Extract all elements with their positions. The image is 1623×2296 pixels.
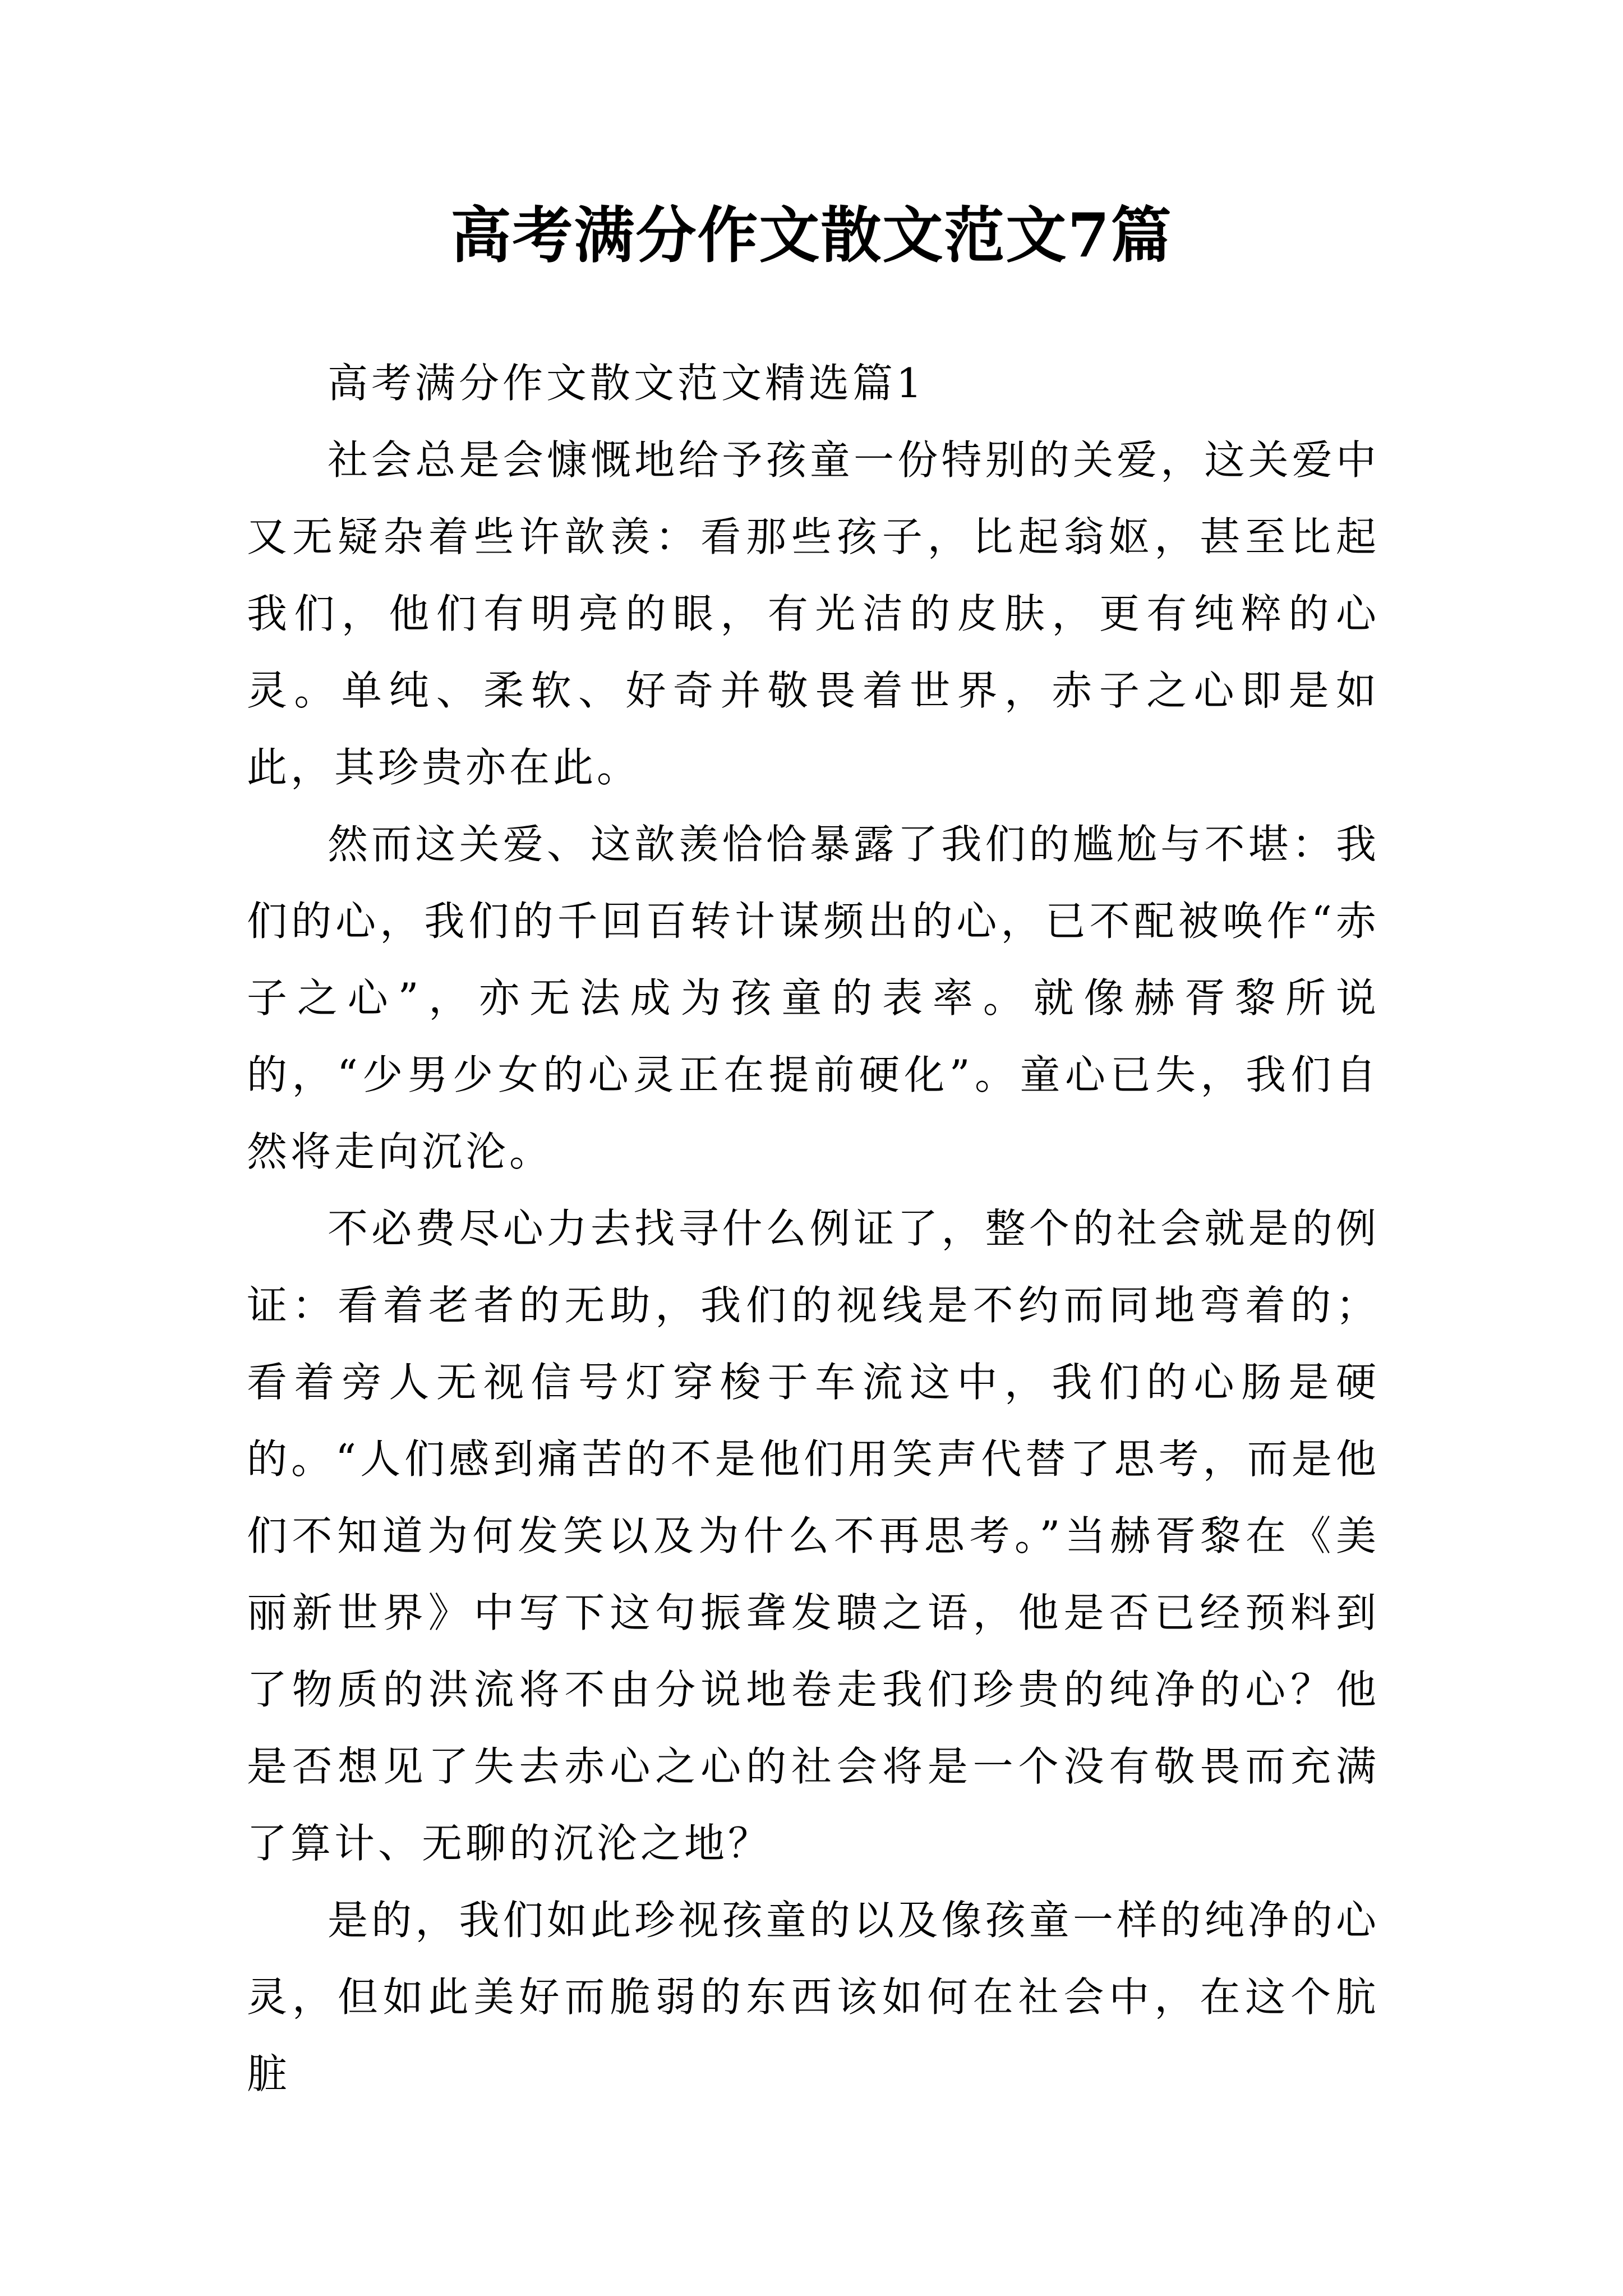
document-body <box>247 345 1380 2113</box>
paragraph: 是的，我们如此珍视孩童的以及像孩童一样的纯净的心灵，但如此美好而脆弱的东西该如何在社会中，在这个肮脏 <box>247 1897 1380 2097</box>
section-heading: 高考满分作文散文范文精选篇1 <box>328 360 925 407</box>
paragraph: 然而这关爱、这歆羡恰恰暴露了我们的尴尬与不堪：我们的心，我们的千回百转计谋频出的心，已不配被唤作“赤子之心”，亦无法成为孩童的表率。就像赫胥黎所说的，“少男少女的心灵正在提前硬化”。童心已失，我们自然将走向沉沦。 <box>247 821 1380 1175</box>
paragraph: 不必费尽心力去找寻什么例证了，整个的社会就是的例证：看着老者的无助，我们的视线是不约而同地弯着的；看着旁人无视信号灯穿梭于车流这中，我们的心肠是硬的。“人们感到痛苦的不是他们用笑声代替了思考，而是他们不知道为何发笑以及为什么不再思考。”当赫胥黎在《美丽新世界》中写下这句振聋发聩之语，他是否已经预料到了物质的洪流将不由分说地卷走我们珍贵的纯净的心？他是否想见了失去赤心之心的社会将是一个没有敬畏而充满了算计、无聊的沉沦之地？ <box>247 1205 1380 1867</box>
paragraph: 社会总是会慷慨地给予孩童一份特别的关爱，这关爱中又无疑杂着些许歆羡：看那些孩子，比起翁妪，甚至比起我们，他们有明亮的眼，有光洁的皮肤，更有纯粹的心灵。单纯、柔软、好奇并敬畏着世界，赤子之心即是如此，其珍贵亦在此。 <box>247 436 1380 791</box>
page-title: 高考满分作文散文范文7篇 <box>450 200 1173 271</box>
